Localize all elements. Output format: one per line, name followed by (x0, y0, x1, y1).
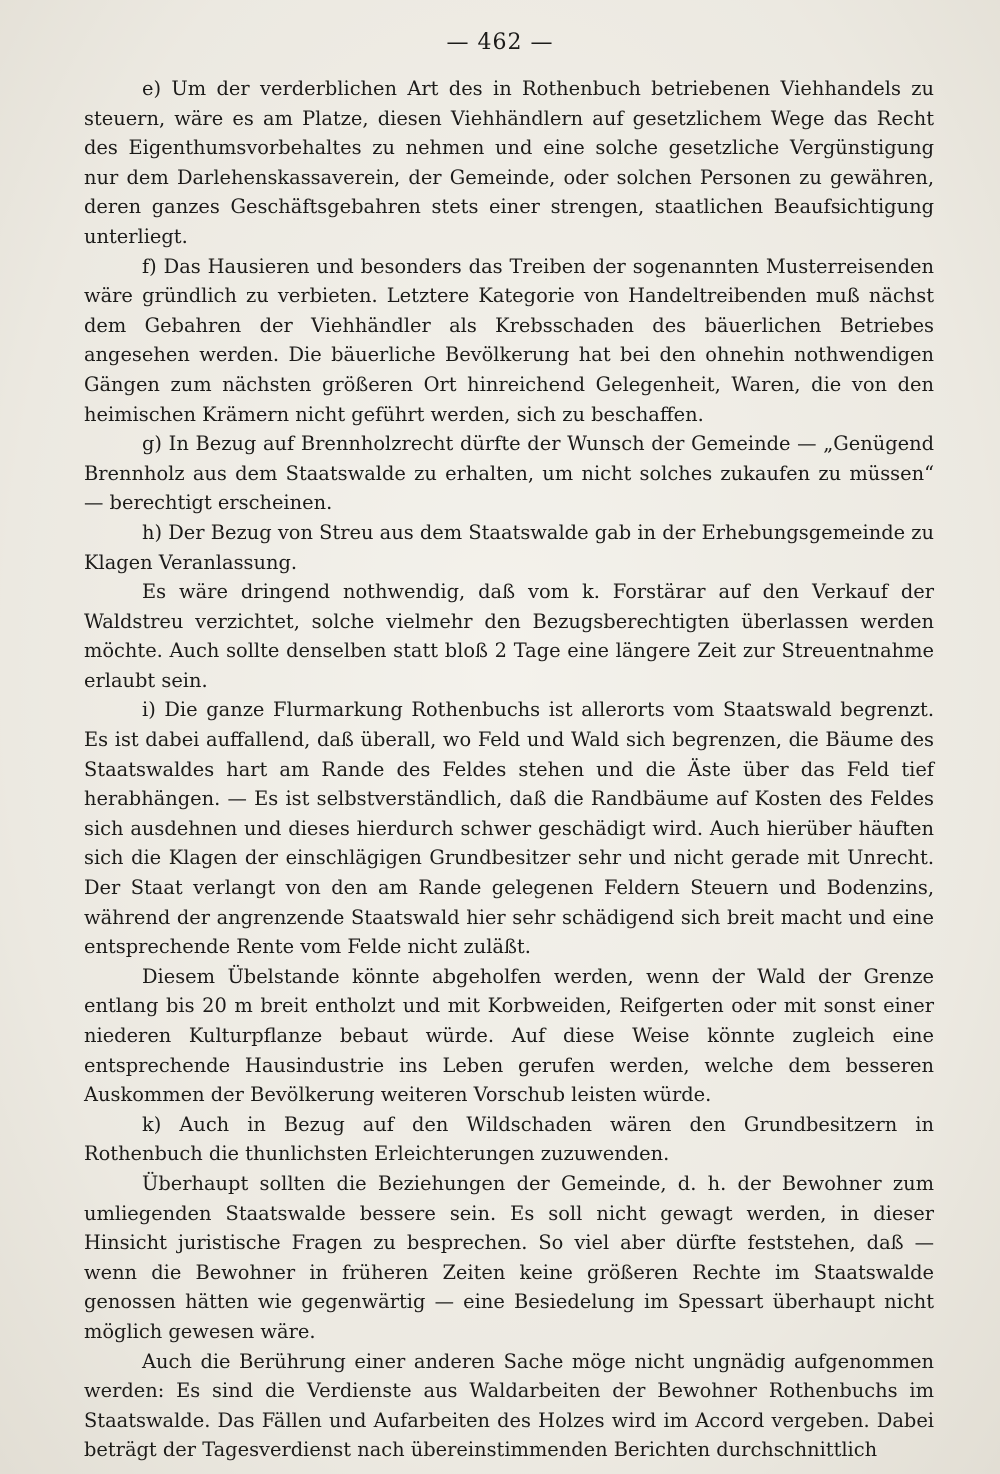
page-number: — 462 — (446, 30, 554, 55)
paragraph-final: Auch die Berührung einer anderen Sache möge nicht ungnädig aufgenommen werden: Es sind die Verdienste aus Waldarbeiten der Bewohner Rothenbuchs im Staatswalde. Das Fällen und Aufarbeiten des Holzes wird im Accord vergeben. Dabei beträgt der Tagesverdienst nach übereinstimmenden Berichten durchschnittlich (84, 1349, 934, 1462)
paragraph-h: h) Der Bezug von Streu aus dem Staatswalde gab in der Erhebungsgemeinde zu Klagen Veranlassung. (84, 520, 934, 574)
paragraph-k: k) Auch in Bezug auf den Wildschaden wären den Grundbesitzern in Rothenbuch die thunlichsten Erleichterungen zuzuwenden. (84, 1112, 934, 1166)
paragraph-f: f) Das Hausieren und besonders das Treiben der sogenannten Musterreisenden wäre gründlich zu verbieten. Letztere Kategorie von Handeltreibenden muß nächst dem Gebahren der Viehhändler als Krebsschaden des bäuerlichen Betriebes angesehen werden. Die bäuerliche Bevölkerung hat bei den ohnehin nothwendigen Gängen zum nächsten größeren Ort hinreichend Gelegenheit, Waren, die von den heimischen Krämern nicht geführt werden, sich zu beschaffen. (84, 254, 934, 426)
paragraph-e: e) Um der verderblichen Art des in Rothenbuch betriebenen Viehhandels zu steuern, wäre es am Platze, diesen Viehhändlern auf gesetzlichem Wege das Recht des Eigenthumsvorbehaltes zu nehmen und eine solche gesetzliche Vergünstigung nur dem Darlehenskassaverein, der Gemeinde, oder solchen Personen zu gewähren, deren ganzes Geschäftsgebahren stets einer strengen, staatlichen Beaufsichtigung unterliegt. (84, 77, 934, 248)
paragraph-i-continued: Diesem Übelstande könnte abgeholfen werden, wenn der Wald der Grenze entlang bis 20 m breit entholzt und mit Korbweiden, Reifgerten oder mit sonst einer niederen Kulturpflanze bebaut würde. Auf diese Weise könnte zugleich eine entsprechende Hausindustrie ins Leben gerufen werden, welche dem besseren Auskommen der Bevölkerung weiteren Vorschub leisten würde. (84, 964, 934, 1107)
body-text (84, 74, 934, 1465)
paragraph-general: Überhaupt sollten die Beziehungen der Gemeinde, d. h. der Bewohner zum umliegenden Staatswalde bessere sein. Es soll nicht gewagt werden, in dieser Hinsicht juristische Fragen zu besprechen. So viel aber dürfte feststehen, daß — wenn die Bewohner in früheren Zeiten keine größeren Rechte im Staatswalde genossen hätten wie gegenwärtig — eine Besiedelung im Spessart überhaupt nicht möglich gewesen wäre. (84, 1171, 934, 1343)
paragraph-i: i) Die ganze Flurmarkung Rothenbuchs ist allerorts vom Staatswald begrenzt. Es ist dabei auffallend, daß überall, wo Feld und Wald sich begrenzen, die Bäume des Staatswaldes hart am Rande des Feldes stehen und die Äste über das Feld tief herabhängen. — Es ist selbstverständlich, daß die Randbäume auf Kosten des Feldes sich ausdehnen und dieses hierdurch schwer geschädigt wird. Auch hierüber häuften sich die Klagen der einschlägigen Grundbesitzer sehr und nicht gerade mit Unrecht. Der Staat verlangt von den am Rande gelegenen Feldern Steuern und Bodenzins, während der angrenzende Staatswald hier sehr schädigend sich breit macht und eine entsprechende Rente vom Felde nicht zuläßt. (84, 698, 934, 959)
paragraph-g: g) In Bezug auf Brennholzrecht dürfte der Wunsch der Gemeinde — „Genügend Brennholz aus dem Staatswalde zu erhalten, um nicht solches zukaufen zu müssen“ — berechtigt erscheinen. (84, 432, 934, 515)
paragraph-h-continued: Es wäre dringend nothwendig, daß vom k. Forstärar auf den Verkauf der Waldstreu verzichtet, solche vielmehr den Bezugsberechtigten überlassen werden möchte. Auch sollte denselben statt bloß 2 Tage eine längere Zeit zur Streuentnahme erlaubt sein. (84, 580, 934, 692)
